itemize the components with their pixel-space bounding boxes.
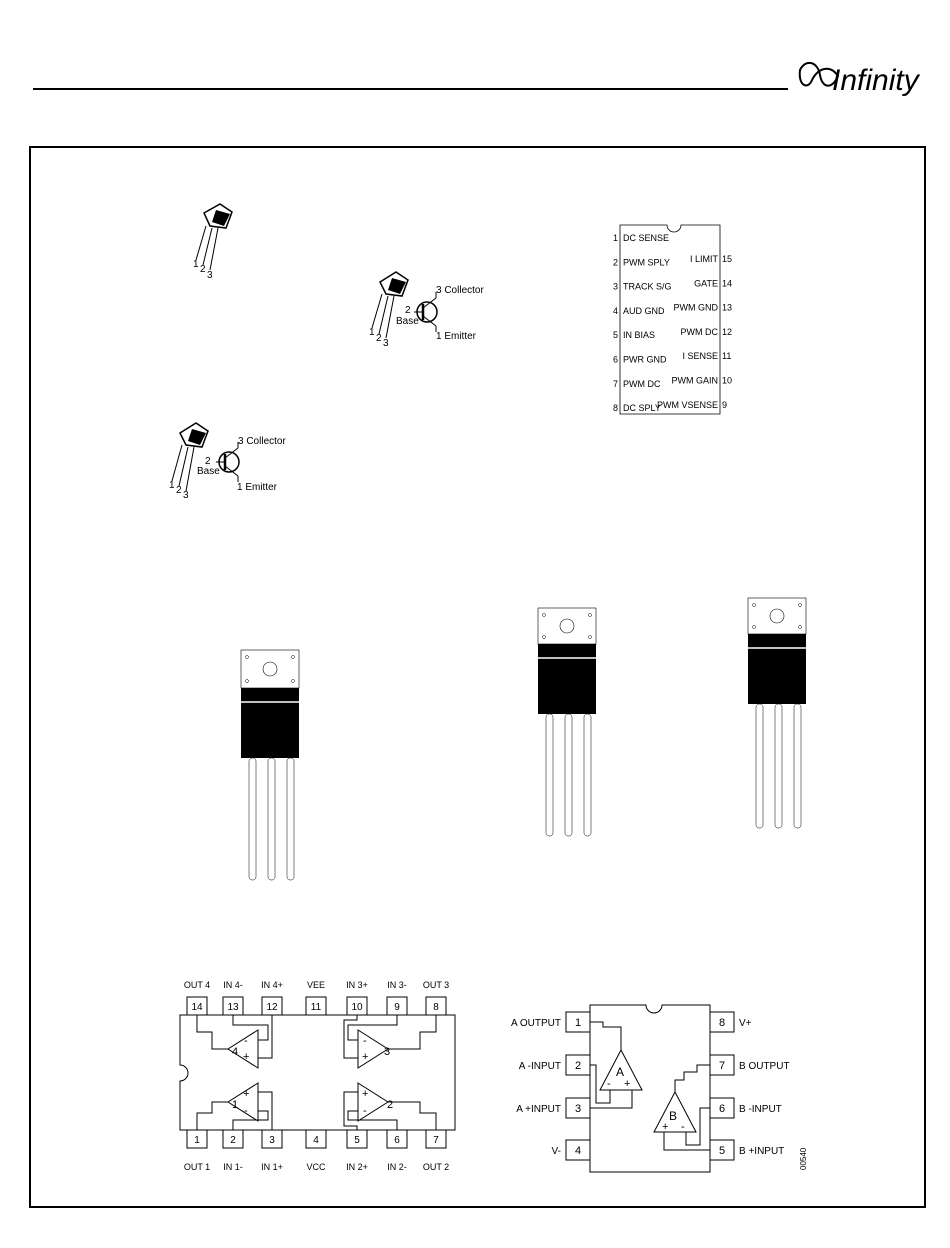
pin-number: 2	[574, 1060, 582, 1072]
ic16-pin-number: 6	[613, 354, 619, 365]
to220-packages	[241, 598, 806, 880]
pin-number: 4	[313, 1135, 319, 1146]
pin-label: IN 2+	[346, 1162, 368, 1172]
pin-label: IN 1+	[261, 1162, 283, 1172]
to220-package-1	[241, 650, 299, 880]
pin-number: 12	[266, 1002, 278, 1013]
to220-package-2	[538, 608, 596, 836]
to92-transistor-2	[369, 272, 484, 349]
ic16-pin-label: PWM VSENSE	[656, 399, 718, 410]
opamp-plus: +	[243, 1088, 250, 1100]
ic16-pin-label: GATE	[694, 278, 718, 289]
opamp-plus: +	[243, 1051, 250, 1063]
to220-tab	[241, 650, 299, 688]
ic16-pin-label: TRACK S/G	[623, 281, 672, 292]
ic16-pin-number: 1	[613, 233, 619, 243]
pin-number: 1	[194, 1135, 200, 1146]
pin-number: 3	[269, 1135, 275, 1146]
diagram-code: 00540	[799, 1147, 808, 1170]
to220-lead	[565, 714, 572, 836]
opamp-2	[344, 1083, 436, 1130]
opamp-minus: -	[244, 1035, 248, 1047]
base-pin-number: 2	[205, 456, 211, 467]
collector-label: 3 Collector	[436, 285, 484, 296]
to220-lead	[794, 704, 801, 828]
pin-label: A +INPUT	[516, 1104, 561, 1115]
pin-number: 14	[191, 1002, 203, 1013]
to220-lead	[775, 704, 782, 828]
pin-number: 8	[718, 1017, 726, 1029]
pin-number: 6	[718, 1103, 726, 1115]
opamp-minus: -	[363, 1035, 367, 1047]
to220-body	[241, 688, 299, 758]
pin-label-1: 1	[169, 480, 175, 491]
pin-label-3: 3	[383, 338, 389, 349]
opamp-b-label: B	[669, 1109, 678, 1123]
infinity-logo	[800, 63, 921, 97]
to92-transistor-3	[169, 423, 286, 501]
ic16-pin-number: 3	[613, 281, 619, 292]
opamp-minus: -	[363, 1105, 367, 1117]
pin-label-3: 3	[207, 270, 213, 281]
emitter-label: 1 Emitter	[237, 482, 278, 493]
ic16-pin-label: PWM DC	[680, 326, 718, 337]
pin-label-1: 1	[369, 327, 375, 338]
opamp-a	[590, 1022, 642, 1108]
pin-label: OUT 2	[422, 1162, 450, 1172]
opamp-minus: -	[681, 1121, 685, 1133]
ic16-pin-number: 10	[722, 375, 733, 386]
pin-number: 4	[574, 1145, 582, 1157]
pin-number: 10	[351, 1002, 363, 1013]
pin-number: 8	[433, 1002, 439, 1013]
pin-number: 2	[230, 1135, 236, 1146]
pin-label: OUT 3	[422, 980, 450, 990]
ic16-pin-label: PWR GND	[623, 354, 667, 365]
pin-number: 5	[718, 1145, 726, 1157]
pin-label: VCC	[306, 1162, 326, 1172]
ic16-pin-label: PWM GND	[673, 302, 718, 313]
pin-label-1: 1	[193, 259, 199, 270]
ic16-pin-number: 9	[722, 399, 728, 410]
ic16-pin-label: I LIMIT	[689, 254, 718, 264]
pin-label: V+	[739, 1018, 752, 1029]
brand-logo-text: Infinity	[832, 64, 919, 97]
opamp-1	[197, 1083, 272, 1130]
opamp-4	[197, 1015, 272, 1068]
ic16-pin-number: 15	[722, 254, 733, 264]
opamp-number-1: 1	[232, 1099, 239, 1111]
opamp-plus: +	[362, 1088, 369, 1100]
pin-label: A OUTPUT	[510, 1018, 561, 1029]
to220-lead	[268, 758, 275, 880]
to220-body	[538, 644, 596, 714]
ic16-pin-label: DC SENSE	[623, 233, 670, 243]
opamp-plus: +	[362, 1051, 369, 1063]
pin-number: 11	[310, 1002, 322, 1013]
to220-lead	[249, 758, 256, 880]
ic16-pin-number: 7	[613, 378, 619, 389]
base-pin-number: 2	[405, 305, 411, 316]
ic16-pin-label: PWM GAIN	[671, 375, 718, 386]
pin-label: OUT 4	[183, 980, 211, 990]
pin-label: IN 3+	[346, 980, 368, 990]
ic16-pin-number: 5	[613, 330, 619, 341]
opamp-a-label: A	[616, 1065, 625, 1079]
ic16-pin-number: 14	[722, 278, 733, 289]
opamp-b	[654, 1065, 710, 1150]
to220-lead	[756, 704, 763, 828]
opamp-number-3: 3	[384, 1046, 391, 1058]
ic16-pin-number: 11	[722, 351, 732, 362]
ic16-pin-number: 8	[613, 403, 619, 414]
pin-label: A -INPUT	[518, 1061, 561, 1072]
pin-label: B OUTPUT	[739, 1061, 790, 1072]
ic16-pin-number: 4	[613, 305, 619, 316]
pin-number: 7	[718, 1060, 726, 1072]
opamp-number-2: 2	[387, 1099, 394, 1111]
dual-opamp-dip8	[511, 1005, 808, 1172]
opamp-3	[344, 1015, 436, 1068]
pin-number: 3	[574, 1103, 582, 1115]
opamp-minus: -	[244, 1105, 248, 1117]
pin-label: B -INPUT	[739, 1104, 782, 1115]
to220-lead	[287, 758, 294, 880]
ic16-pin-number: 13	[722, 302, 733, 313]
pin-number: 1	[574, 1017, 582, 1029]
pin-number: 6	[394, 1135, 400, 1146]
pin-label: OUT 1	[183, 1162, 211, 1172]
ic16-pin-label: I SENSE	[682, 351, 718, 362]
base-label: Base	[197, 466, 220, 477]
to220-body	[748, 634, 806, 704]
pin-label: VEE	[306, 980, 326, 990]
opamp-number-4: 4	[232, 1046, 239, 1058]
ic16-pin-label: PWM SPLY	[623, 257, 670, 268]
to220-lead	[546, 714, 553, 836]
to220-package-3	[748, 598, 806, 828]
pin-number: 9	[394, 1002, 400, 1013]
pin-label: B +INPUT	[739, 1146, 785, 1157]
collector-label: 3 Collector	[238, 436, 286, 447]
to220-lead	[584, 714, 591, 836]
pin-label: IN 4+	[261, 980, 283, 990]
to220-tab	[748, 598, 806, 634]
ic16-pin-label: AUD GND	[623, 305, 665, 316]
ic-16-pin-pinout	[613, 225, 732, 414]
base-label: Base	[396, 316, 419, 327]
pin-label-2: 2	[200, 264, 206, 275]
ic16-pin-number: 12	[722, 326, 733, 337]
pin-label: IN 1-	[223, 1162, 243, 1172]
pin-label-2: 2	[176, 485, 182, 496]
pin-label: IN 4-	[223, 980, 243, 990]
to92-package-1	[193, 204, 232, 281]
quad-opamp-dip14	[180, 980, 455, 1172]
ic16-pin-label: DC SPLY	[623, 403, 661, 414]
pin-label-2: 2	[376, 333, 382, 344]
ic16-pin-label: IN BIAS	[623, 330, 656, 341]
pin-label-3: 3	[183, 490, 189, 501]
opamp-plus: +	[624, 1078, 631, 1090]
pin-number: 13	[227, 1002, 239, 1013]
pin-number: 5	[354, 1135, 360, 1146]
pin-number: 7	[433, 1135, 439, 1146]
opamp-minus: -	[607, 1078, 611, 1090]
pin-label: V-	[551, 1146, 561, 1157]
ic16-pin-label: PWM DC	[623, 378, 661, 389]
pin-label: IN 2-	[387, 1162, 407, 1172]
emitter-label: 1 Emitter	[436, 331, 477, 342]
pin-label: IN 3-	[387, 980, 407, 990]
to220-tab	[538, 608, 596, 644]
opamp-plus: +	[662, 1121, 669, 1133]
ic16-pin-number: 2	[613, 257, 619, 268]
